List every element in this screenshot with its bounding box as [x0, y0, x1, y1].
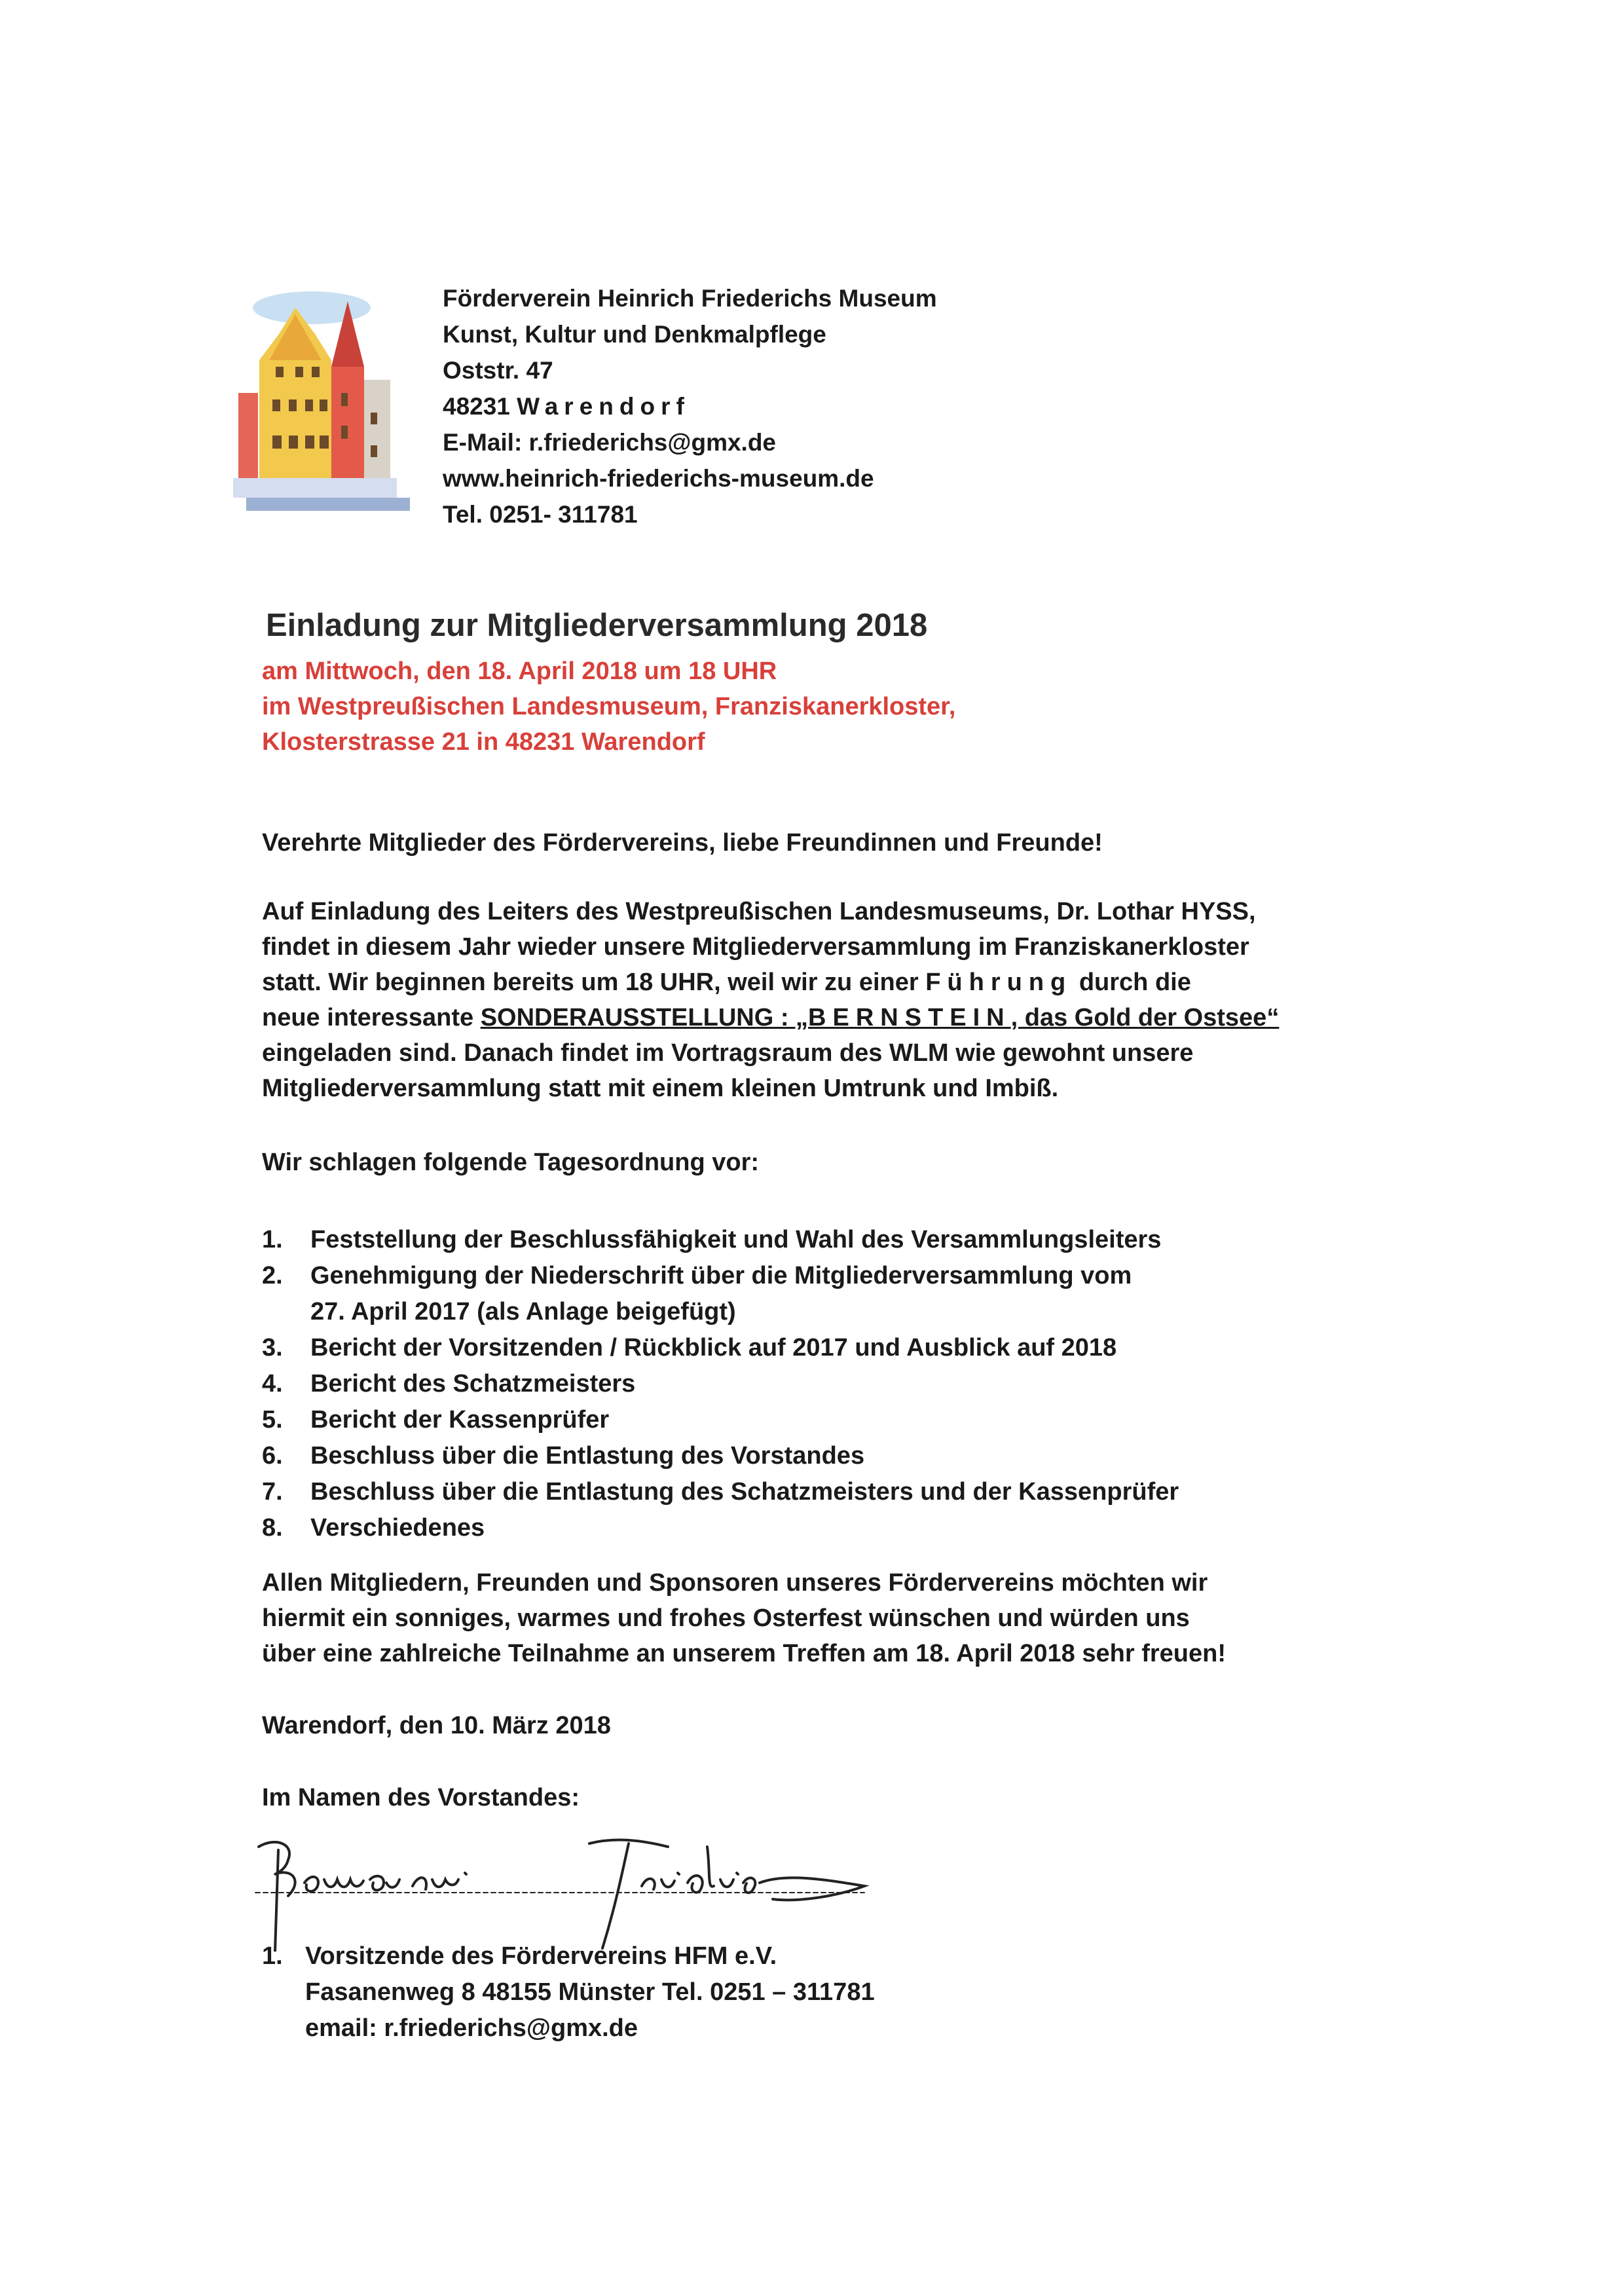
org-street: Oststr. 47 [443, 357, 553, 384]
org-zip: 48231 [443, 393, 510, 420]
agenda-number: 6. [262, 1442, 283, 1470]
agenda-number: 8. [262, 1514, 283, 1542]
invitation-title: Einladung zur Mitgliederversammlung 2018 [266, 608, 928, 643]
body-text: neue interessante [262, 1004, 481, 1031]
agenda-item-continuation: 27. April 2017 (als Anlage beigefügt) [310, 1298, 736, 1325]
letterhead [443, 280, 937, 532]
place-date: Warendorf, den 10. März 2018 [262, 1712, 611, 1739]
agenda-number: 3. [262, 1334, 283, 1361]
exhibition-subtitle: , das Gold der Ostsee“ [1010, 1004, 1280, 1031]
agenda-item [262, 1330, 1179, 1366]
agenda-item [262, 1222, 1179, 1258]
invitation-venue: im Westpreußischen Landesmuseum, Franziskanerkloster, [262, 693, 956, 720]
closing-line: Allen Mitgliedern, Freunden und Sponsoren unseres Fördervereins möchten wir [262, 1569, 1208, 1597]
agenda-text: Beschluss über die Entlastung des Schatzmeisters und der Kassenprüfer [310, 1478, 1179, 1506]
salutation: Verehrte Mitglieder des Fördervereins, liebe Freundinnen und Freunde! [262, 829, 1103, 857]
body-line [262, 965, 1279, 1000]
signatory-role-line [262, 1938, 875, 1974]
org-email: E-Mail: r.friederichs@gmx.de [443, 429, 777, 456]
agenda-text: Verschiedenes [310, 1514, 485, 1542]
museum-logo [233, 282, 410, 528]
invitation-date: am Mittwoch, den 18. April 2018 um 18 UHR [262, 657, 777, 685]
org-website: www.heinrich-friederichs-museum.de [443, 465, 874, 492]
agenda-item [262, 1366, 1179, 1402]
agenda-text: Beschluss über die Entlastung des Vorstandes [310, 1442, 865, 1470]
agenda-item [262, 1402, 1179, 1438]
agenda-number: 1. [262, 1226, 283, 1253]
closing-line: über eine zahlreiche Teilnahme an unserem Treffen am 18. April 2018 sehr freuen! [262, 1640, 1226, 1667]
body-line: findet in diesem Jahr wieder unsere Mitgliederversammlung im Franziskanerkloster [262, 933, 1249, 961]
agenda-text: Bericht der Kassenprüfer [310, 1406, 610, 1434]
agenda-number: 5. [262, 1406, 283, 1434]
org-city-line [443, 388, 937, 424]
body-line [262, 1000, 1279, 1035]
org-subtitle: Kunst, Kultur und Denkmalpflege [443, 321, 826, 348]
org-city: Warendorf [517, 393, 690, 420]
org-name: Förderverein Heinrich Friederichs Museum [443, 285, 937, 312]
body-line: eingeladen sind. Danach findet im Vortragsraum des WLM wie gewohnt unsere [262, 1039, 1194, 1067]
agenda-item [262, 1258, 1179, 1294]
exhibition-label: SONDERAUSSTELLUNG : „ [480, 1004, 809, 1031]
body-text: statt. Wir beginnen bereits um 18 UHR, weil wir zu einer [262, 969, 926, 996]
agenda-text: Feststellung der Beschlussfähigkeit und Wahl des Versammlungsleiters [310, 1226, 1162, 1253]
exhibition-name: BERNSTEIN [808, 1004, 1011, 1031]
agenda-number: 7. [262, 1478, 283, 1506]
agenda-list [262, 1222, 1179, 1546]
signatory-number: 1. [262, 1942, 283, 1970]
body-line: Mitgliederversammlung statt mit einem kleinen Umtrunk und Imbiß. [262, 1075, 1059, 1102]
closing-line: hiermit ein sonniges, warmes und frohes Osterfest wünschen und würden uns [262, 1604, 1190, 1632]
invitation-address: Klosterstrasse 21 in 48231 Warendorf [262, 728, 705, 756]
agenda-item [262, 1510, 1179, 1546]
agenda-number: 4. [262, 1370, 283, 1398]
signatory-role: Vorsitzende des Fördervereins HFM e.V. [305, 1942, 777, 1970]
body-line: Auf Einladung des Leiters des Westpreußischen Landesmuseums, Dr. Lothar HYSS, [262, 898, 1256, 925]
agenda-item [262, 1438, 1179, 1474]
signatory-block [262, 1938, 875, 2046]
invitation-details [262, 654, 955, 760]
signatory-email: email: r.friederichs@gmx.de [305, 2014, 638, 2042]
agenda-item [262, 1474, 1179, 1510]
org-phone: Tel. 0251- 311781 [443, 501, 638, 528]
signatory-address: Fasanenweg 8 48155 Münster Tel. 0251 – 311781 [305, 1978, 875, 2006]
agenda-text: Genehmigung der Niederschrift über die Mitgliederversammlung vom [310, 1262, 1132, 1289]
handwritten-signature [249, 1834, 910, 1952]
body-paragraph [262, 894, 1279, 1106]
agenda-text: Bericht des Schatzmeisters [310, 1370, 636, 1398]
on-behalf-text: Im Namen des Vorstandes: [262, 1784, 580, 1811]
fuehrung-text: Führung [925, 969, 1073, 996]
agenda-number: 2. [262, 1262, 283, 1289]
closing-paragraph [262, 1565, 1226, 1671]
agenda-text: Bericht der Vorsitzenden / Rückblick auf 2017 und Ausblick auf 2018 [310, 1334, 1117, 1361]
agenda-intro: Wir schlagen folgende Tagesordnung vor: [262, 1149, 760, 1176]
body-text: durch die [1072, 969, 1191, 996]
